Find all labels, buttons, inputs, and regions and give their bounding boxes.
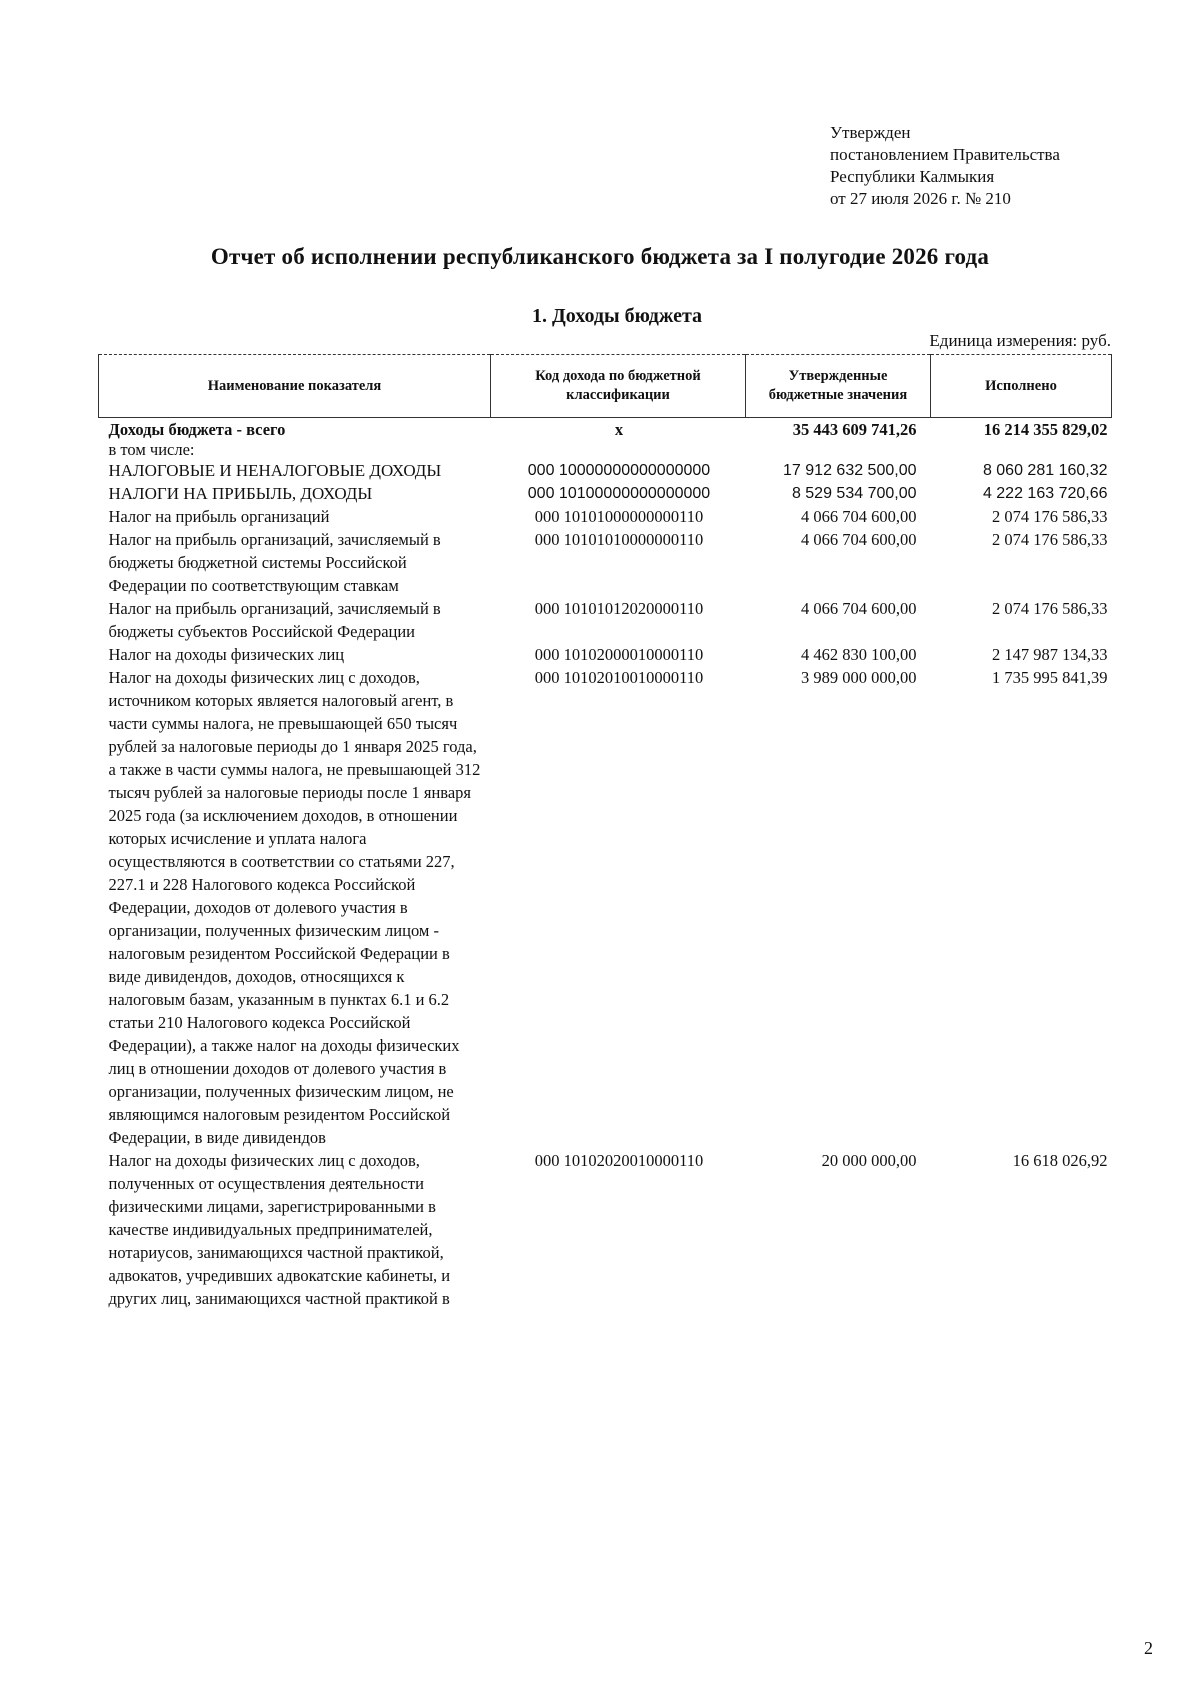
row-executed: 2 074 176 586,33 [992,507,1108,526]
table-row [99,643,1112,666]
row-approved: 17 912 632 500,00 [783,462,917,479]
row-name: Налог на доходы физических лиц с доходов, источником которых является налоговый агент, в части суммы налога, не превышающей 650 тысяч рублей за налоговые периоды до 1 января 2025 года, а также в части суммы налога, не превышающей 312 тысяч рублей за налоговые периоды после 1 января 2025 года (за исключением доходов, в отношении которых исчисление и уплата налога осуществляются в соответствии со статьями 227, 227.1 и 228 Налогового кодекса Российской Федерации, доходов от долевого участия в организации, полученных физическим лицом - налоговым резидентом Российской Федерации в виде дивидендов, доходов, относящихся к налоговым базам, указанным в пунктах 6.1 и 6.2 статьи 210 Налогового кодекса Российской Федерации), а также налог на доходы физических лиц в отношении доходов от долевого участия в организации, полученных физическим лицом, не являющимся налоговым резидентом Российской Федерации, в виде дивидендов [108,668,481,1147]
row-name: Налог на доходы физических лиц с доходов, полученных от осуществления деятельности физическими лицами, зарегистрированными в качестве индивидуальных предпринимателей, нотариусов, занимающихся частной практикой, адвокатов, учредивших адвокатские кабинеты, и других лиц, занимающихся частной практикой в [108,1151,451,1308]
row-executed: 16 618 026,92 [1012,1151,1108,1170]
row-approved: 4 066 704 600,00 [801,530,917,549]
row-code: 000 10100000000000000 [527,485,711,502]
row-approved: 20 000 000,00 [821,1151,917,1170]
approval-stamp [830,122,1060,210]
row-approved: 3 989 000 000,00 [801,668,917,687]
row-code: 000 10102020010000110 [534,1151,704,1170]
row-approved: 4 066 704 600,00 [801,599,917,618]
row-approved [746,441,931,459]
header-approved: Утвержденные бюджетные значения [746,355,931,418]
row-executed: 2 147 987 134,33 [992,645,1108,664]
row-approved: 35 443 609 741,26 [792,420,917,439]
row-code: 000 10101000000000110 [534,507,704,526]
table-row [99,418,1112,442]
table-row [99,528,1112,597]
row-code: 000 10102000010000110 [534,645,704,664]
table-row [99,459,1112,482]
row-executed: 4 222 163 720,66 [982,485,1108,502]
row-executed: 2 074 176 586,33 [992,530,1108,549]
table-row [99,666,1112,1149]
row-code: x [614,420,624,439]
row-code: 000 10102010010000110 [534,668,704,687]
row-executed: 1 735 995 841,39 [992,668,1108,687]
row-name: Налог на доходы физических лиц [108,645,345,664]
row-approved: 8 529 534 700,00 [791,485,917,502]
table-row [99,482,1112,505]
row-code: 000 10101010000000110 [534,530,704,549]
row-name: в том числе: [108,440,195,459]
approval-line: Республики Калмыкия [830,167,995,186]
table-row [99,1149,1112,1310]
table-row [99,441,1112,459]
row-name: НАЛОГИ НА ПРИБЫЛЬ, ДОХОДЫ [108,484,373,503]
row-executed: 2 074 176 586,33 [992,599,1108,618]
row-approved: 4 462 830 100,00 [801,645,917,664]
page-number: 2 [1144,1638,1153,1658]
header-executed: Исполнено [931,355,1112,418]
table-row [99,505,1112,528]
row-code [491,441,746,459]
table-header-row [99,355,1112,418]
row-name: Налог на прибыль организаций, зачисляемый в бюджеты субъектов Российской Федерации [108,599,441,641]
row-executed [931,441,1112,459]
row-name: Налог на прибыль организаций [108,507,330,526]
row-code: 000 10101012020000110 [534,599,704,618]
row-name: Доходы бюджета - всего [108,420,286,439]
unit-of-measure: Единица измерения: руб. [929,331,1111,350]
header-code: Код дохода по бюджетной классификации [491,355,746,418]
table-row [99,597,1112,643]
row-approved: 4 066 704 600,00 [801,507,917,526]
row-name: НАЛОГОВЫЕ И НЕНАЛОГОВЫЕ ДОХОДЫ [108,461,442,480]
budget-income-table [98,354,1112,1310]
row-executed: 8 060 281 160,32 [982,462,1108,479]
row-name: Налог на прибыль организаций, зачисляемый в бюджеты бюджетной системы Российской Федерации по соответствующим ставкам [108,530,441,595]
row-executed: 16 214 355 829,02 [983,420,1108,439]
row-code: 000 10000000000000000 [527,462,711,479]
document-title: Отчет об исполнении республиканского бюджета за I полугодие 2026 года [210,244,990,269]
section-title: 1. Доходы бюджета [531,305,703,327]
approval-line: постановлением Правительства [830,145,1060,164]
header-name: Наименование показателя [99,355,491,418]
approval-line: Утвержден [830,123,911,142]
approval-line: от 27 июля 2026 г. № 210 [830,189,1011,208]
